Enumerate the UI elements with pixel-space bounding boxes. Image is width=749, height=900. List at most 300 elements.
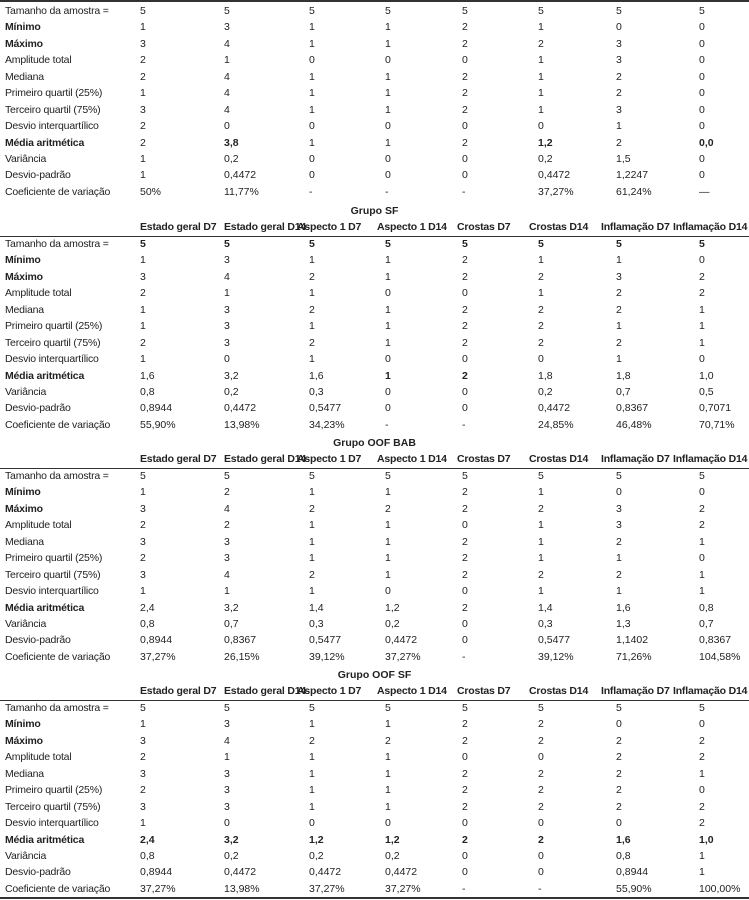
column-header: Crostas D7	[457, 453, 511, 465]
table-row	[0, 335, 749, 351]
row-label: Mediana	[5, 535, 44, 548]
column-header: Aspecto 1 D14	[377, 221, 447, 233]
table-row	[0, 881, 749, 897]
cell-value: 2	[140, 70, 146, 83]
cell-value: 2	[616, 568, 622, 581]
cell-value: 1	[309, 784, 315, 797]
cell-value: 1	[140, 169, 146, 182]
cell-value: 1	[309, 353, 315, 366]
cell-value: 0	[462, 402, 468, 415]
cell-value: 0,4472	[224, 169, 257, 182]
cell-value: -	[462, 882, 466, 895]
cell-value: 1	[309, 767, 315, 780]
cell-value: 0	[385, 287, 391, 300]
cell-value: 0	[462, 751, 468, 764]
cell-value: 2	[462, 767, 468, 780]
cell-value: 0,4472	[385, 634, 418, 647]
cell-value: 0,7	[699, 617, 714, 630]
cell-value: 1	[224, 751, 230, 764]
cell-value: 5	[140, 238, 146, 250]
group-title: Grupo OOF BAB	[333, 437, 416, 449]
cell-value: 5	[699, 5, 705, 17]
cell-value: 1	[538, 87, 544, 100]
cell-value: 13,98%	[224, 418, 260, 431]
cell-value: 0,8	[140, 385, 155, 398]
cell-value: 1	[616, 120, 622, 133]
cell-value: 0,4472	[224, 402, 257, 415]
cell-value: 1,0	[699, 369, 714, 382]
cell-value: 0	[462, 866, 468, 879]
cell-value: 3	[616, 519, 622, 532]
cell-value: 0,4472	[385, 866, 418, 879]
cell-value: 1	[699, 303, 705, 316]
row-label: Amplitude total	[5, 287, 72, 300]
column-header: Estado geral D14	[224, 453, 306, 465]
cell-value: 2	[538, 734, 544, 747]
cell-value: 0	[462, 585, 468, 598]
table-row	[0, 118, 749, 134]
cell-value: 2	[616, 87, 622, 100]
table-row	[0, 567, 749, 583]
cell-value: 24,85%	[538, 418, 574, 431]
cell-value: 1	[309, 552, 315, 565]
cell-value: 0	[385, 120, 391, 133]
table-row	[0, 517, 749, 533]
row-label: Variância	[5, 385, 47, 398]
cell-value: 2	[538, 784, 544, 797]
cell-value: 0	[462, 287, 468, 300]
cell-value: 1	[699, 585, 705, 598]
cell-value: 1	[538, 519, 544, 532]
row-label: Terceiro quartil (75%)	[5, 568, 101, 581]
table-row	[0, 302, 749, 318]
table-row	[0, 85, 749, 101]
cell-value: 0	[309, 54, 315, 67]
cell-value: 0	[699, 784, 705, 797]
cell-value: 1	[538, 552, 544, 565]
cell-value: 1	[385, 336, 391, 349]
row-label: Máximo	[5, 270, 43, 283]
row-label: Coeficiente de variação	[5, 185, 111, 198]
cell-value: 1	[385, 552, 391, 565]
column-header: Inflamação D14	[673, 685, 748, 697]
cell-value: 1	[538, 254, 544, 267]
row-label: Média aritmética	[5, 601, 85, 614]
cell-value: 2	[538, 270, 544, 283]
row-label: Tamanho da amostra =	[5, 470, 109, 482]
row-label: Máximo	[5, 734, 43, 747]
cell-value: 2	[538, 568, 544, 581]
table-row	[0, 36, 749, 52]
cell-value: 3	[224, 336, 230, 349]
cell-value: 0,4472	[224, 866, 257, 879]
cell-value: 0	[538, 866, 544, 879]
cell-value: 0,7	[616, 385, 631, 398]
table-row	[0, 384, 749, 400]
cell-value: 1	[140, 87, 146, 100]
cell-value: 2	[616, 70, 622, 83]
cell-value: 2	[616, 136, 622, 149]
cell-value: 2	[462, 486, 468, 499]
cell-value: 0,2	[224, 849, 239, 862]
cell-value: 3,8	[224, 136, 239, 149]
cell-value: 5	[224, 238, 230, 250]
cell-value: 3,2	[224, 369, 239, 382]
row-label: Terceiro quartil (75%)	[5, 800, 101, 813]
table-row	[0, 19, 749, 35]
row-label: Primeiro quartil (25%)	[5, 87, 103, 100]
cell-value: 2	[462, 136, 468, 149]
cell-value: 3	[140, 535, 146, 548]
table-row	[0, 815, 749, 831]
column-header: Aspecto 1 D7	[297, 221, 362, 233]
cell-value: 4	[224, 568, 230, 581]
cell-value: 2	[385, 734, 391, 747]
table-row	[0, 252, 749, 268]
table-row	[0, 3, 749, 19]
cell-value: 1	[616, 320, 622, 333]
cell-value: 1	[140, 21, 146, 34]
cell-value: 5	[224, 702, 230, 714]
table-row	[0, 848, 749, 864]
cell-value: 2	[224, 519, 230, 532]
cell-value: 1	[140, 254, 146, 267]
row-label: Mínimo	[5, 718, 41, 731]
cell-value: 0	[538, 817, 544, 830]
row-label: Primeiro quartil (25%)	[5, 320, 103, 333]
cell-value: 1,2247	[616, 169, 649, 182]
row-label: Mínimo	[5, 486, 41, 499]
cell-value: 0	[309, 169, 315, 182]
column-header: Crostas D14	[529, 685, 589, 697]
table-row	[0, 534, 749, 550]
table-top-rule	[0, 0, 749, 2]
table-row	[0, 550, 749, 566]
cell-value: 55,90%	[140, 418, 176, 431]
cell-value: 0	[462, 385, 468, 398]
table-row	[0, 269, 749, 285]
row-label: Amplitude total	[5, 519, 72, 532]
cell-value: 0,7	[224, 617, 239, 630]
cell-value: 3	[224, 800, 230, 813]
cell-value: 1	[140, 320, 146, 333]
cell-value: 1	[538, 535, 544, 548]
cell-value: 1	[385, 767, 391, 780]
column-header-row	[0, 451, 749, 469]
cell-value: 0	[538, 353, 544, 366]
cell-value: 0,8	[616, 849, 631, 862]
cell-value: 0	[385, 817, 391, 830]
cell-value: 3	[224, 21, 230, 34]
cell-value: 2	[462, 800, 468, 813]
column-header: Aspecto 1 D14	[377, 453, 447, 465]
table-row	[0, 400, 749, 416]
cell-value: 0	[309, 120, 315, 133]
cell-value: 2	[140, 552, 146, 565]
cell-value: 5	[385, 702, 391, 714]
cell-value: 0	[699, 103, 705, 116]
cell-value: 2	[699, 817, 705, 830]
column-header: Crostas D7	[457, 685, 511, 697]
cell-value: 3	[140, 103, 146, 116]
cell-value: 1,2	[385, 601, 400, 614]
cell-value: 3	[140, 37, 146, 50]
cell-value: 2,4	[140, 601, 155, 614]
cell-value: 1	[140, 585, 146, 598]
cell-value: 1	[385, 486, 391, 499]
group-title: Grupo SF	[350, 205, 399, 217]
row-label: Tamanho da amostra =	[5, 238, 109, 250]
cell-value: 1,2	[309, 833, 324, 846]
table-row	[0, 69, 749, 85]
cell-value: 2	[224, 486, 230, 499]
cell-value: 1	[224, 54, 230, 67]
cell-value: 2	[538, 336, 544, 349]
cell-value: 1	[385, 136, 391, 149]
cell-value: 1	[616, 585, 622, 598]
cell-value: 1	[616, 353, 622, 366]
cell-value: 1	[385, 519, 391, 532]
cell-value: 2	[462, 70, 468, 83]
column-header: Estado geral D14	[224, 685, 306, 697]
cell-value: 2	[538, 37, 544, 50]
cell-value: -	[538, 882, 542, 895]
cell-value: 5	[462, 5, 468, 17]
cell-value: 1	[385, 103, 391, 116]
row-label: Coeficiente de variação	[5, 882, 111, 895]
table-row	[0, 649, 749, 665]
cell-value: 1	[309, 718, 315, 731]
table-row	[0, 135, 749, 151]
cell-value: 2	[699, 734, 705, 747]
column-header: Estado geral D7	[140, 221, 217, 233]
cell-value: 1	[309, 535, 315, 548]
cell-value: 2	[538, 800, 544, 813]
row-label: Mínimo	[5, 254, 41, 267]
cell-value: 2	[462, 833, 468, 846]
table-row	[0, 285, 749, 301]
cell-value: 0,2	[309, 849, 324, 862]
cell-value: 3	[140, 270, 146, 283]
row-label: Variância	[5, 617, 47, 630]
column-header: Inflamação D7	[601, 685, 670, 697]
cell-value: 37,27%	[385, 882, 421, 895]
cell-value: 1	[140, 152, 146, 165]
cell-value: 2	[140, 287, 146, 300]
cell-value: 5	[140, 5, 146, 17]
column-header: Estado geral D7	[140, 453, 217, 465]
cell-value: 0	[462, 849, 468, 862]
cell-value: 5	[309, 5, 315, 17]
cell-value: 5	[140, 702, 146, 714]
cell-value: 1	[538, 70, 544, 83]
cell-value: 1	[309, 287, 315, 300]
cell-value: 1	[309, 136, 315, 149]
cell-value: 1	[699, 535, 705, 548]
cell-value: 2	[462, 535, 468, 548]
cell-value: 1	[385, 535, 391, 548]
cell-value: 2	[462, 320, 468, 333]
cell-value: 0	[224, 817, 230, 830]
table-row	[0, 236, 749, 252]
cell-value: 5	[224, 5, 230, 17]
cell-value: -	[462, 185, 466, 198]
cell-value: 1	[538, 21, 544, 34]
table-row	[0, 600, 749, 616]
table-row	[0, 583, 749, 599]
table-row	[0, 832, 749, 848]
cell-value: 2	[462, 552, 468, 565]
cell-value: 0	[462, 169, 468, 182]
row-label: Mediana	[5, 767, 44, 780]
cell-value: 1	[309, 486, 315, 499]
cell-value: 1	[385, 254, 391, 267]
cell-value: 5	[309, 238, 315, 250]
row-label: Desvio-padrão	[5, 634, 71, 647]
cell-value: 2	[699, 502, 705, 515]
table-row	[0, 766, 749, 782]
group-title: Grupo OOF SF	[337, 669, 412, 681]
cell-value: 0	[699, 120, 705, 133]
cell-value: 4	[224, 103, 230, 116]
cell-value: 0	[699, 486, 705, 499]
cell-value: 1	[538, 585, 544, 598]
row-label: Máximo	[5, 37, 43, 50]
cell-value: 0	[462, 54, 468, 67]
cell-value: 2	[616, 767, 622, 780]
cell-value: 2	[462, 601, 468, 614]
cell-value: 1	[616, 254, 622, 267]
row-label: Tamanho da amostra =	[5, 5, 109, 17]
cell-value: 2	[616, 734, 622, 747]
cell-value: 2	[616, 303, 622, 316]
cell-value: 3	[140, 502, 146, 515]
cell-value: 104,58%	[699, 650, 741, 663]
cell-value: 1	[385, 718, 391, 731]
cell-value: 1	[699, 336, 705, 349]
table-row	[0, 52, 749, 68]
cell-value: 2	[309, 336, 315, 349]
cell-value: 0,7071	[699, 402, 732, 415]
cell-value: 2	[699, 751, 705, 764]
row-label: Média aritmética	[5, 369, 85, 382]
cell-value: 5	[699, 470, 705, 482]
table-row	[0, 782, 749, 798]
table-row	[0, 318, 749, 334]
cell-value: 1,2	[385, 833, 400, 846]
cell-value: 5	[140, 470, 146, 482]
cell-value: 3	[616, 270, 622, 283]
table-row	[0, 167, 749, 183]
cell-value: 2	[309, 303, 315, 316]
cell-value: 3	[616, 103, 622, 116]
cell-value: 0	[699, 152, 705, 165]
cell-value: 1,3	[616, 617, 631, 630]
cell-value: 5	[616, 470, 622, 482]
cell-value: 0,4472	[538, 169, 571, 182]
column-header: Aspecto 1 D7	[297, 453, 362, 465]
cell-value: 0	[699, 169, 705, 182]
table-row	[0, 501, 749, 517]
cell-value: 5	[309, 702, 315, 714]
cell-value: 0	[699, 87, 705, 100]
cell-value: 1	[385, 303, 391, 316]
cell-value: 1	[309, 519, 315, 532]
cell-value: 1	[538, 54, 544, 67]
row-label: Média aritmética	[5, 136, 85, 149]
cell-value: -	[385, 185, 389, 198]
row-label: Mínimo	[5, 21, 41, 34]
cell-value: 1,6	[616, 833, 631, 846]
cell-value: 1	[309, 585, 315, 598]
cell-value: 37,27%	[140, 650, 176, 663]
cell-value: 2	[538, 767, 544, 780]
cell-value: 3	[140, 767, 146, 780]
column-header: Estado geral D14	[224, 221, 306, 233]
column-header-row	[0, 219, 749, 237]
cell-value: 37,27%	[140, 882, 176, 895]
cell-value: 0	[385, 385, 391, 398]
cell-value: 2	[538, 833, 544, 846]
table-bottom-rule	[0, 897, 749, 899]
cell-value: 2	[140, 336, 146, 349]
cell-value: 1	[699, 866, 705, 879]
column-header: Aspecto 1 D14	[377, 685, 447, 697]
table-row	[0, 102, 749, 118]
column-header: Inflamação D14	[673, 221, 748, 233]
cell-value: 2	[385, 502, 391, 515]
cell-value: 0	[699, 70, 705, 83]
cell-value: 39,12%	[538, 650, 574, 663]
cell-value: 1	[140, 353, 146, 366]
cell-value: 2,4	[140, 833, 155, 846]
cell-value: 0	[309, 817, 315, 830]
cell-value: 1	[140, 303, 146, 316]
cell-value: -	[309, 185, 313, 198]
cell-value: 3,2	[224, 601, 239, 614]
cell-value: 5	[385, 5, 391, 17]
cell-value: -	[462, 650, 466, 663]
cell-value: 4	[224, 70, 230, 83]
cell-value: 1,6	[140, 369, 155, 382]
cell-value: 1,6	[616, 601, 631, 614]
cell-value: 3	[224, 254, 230, 267]
cell-value: 4	[224, 37, 230, 50]
cell-value: 0,8944	[140, 634, 173, 647]
row-label: Mediana	[5, 303, 44, 316]
cell-value: 70,71%	[699, 418, 735, 431]
cell-value: 1	[699, 849, 705, 862]
table-row	[0, 700, 749, 716]
cell-value: 3	[140, 800, 146, 813]
cell-value: 0	[462, 519, 468, 532]
cell-value: —	[699, 185, 710, 198]
cell-value: 5	[616, 238, 622, 250]
cell-value: 1	[224, 287, 230, 300]
cell-value: 50%	[140, 185, 162, 198]
cell-value: 1	[385, 369, 391, 382]
cell-value: 0	[385, 152, 391, 165]
cell-value: 1	[699, 320, 705, 333]
table-row	[0, 716, 749, 732]
cell-value: 2	[462, 369, 468, 382]
cell-value: 1	[309, 21, 315, 34]
cell-value: 0	[462, 634, 468, 647]
table-row	[0, 733, 749, 749]
row-label: Máximo	[5, 502, 43, 515]
table-row	[0, 616, 749, 632]
cell-value: 1	[538, 287, 544, 300]
